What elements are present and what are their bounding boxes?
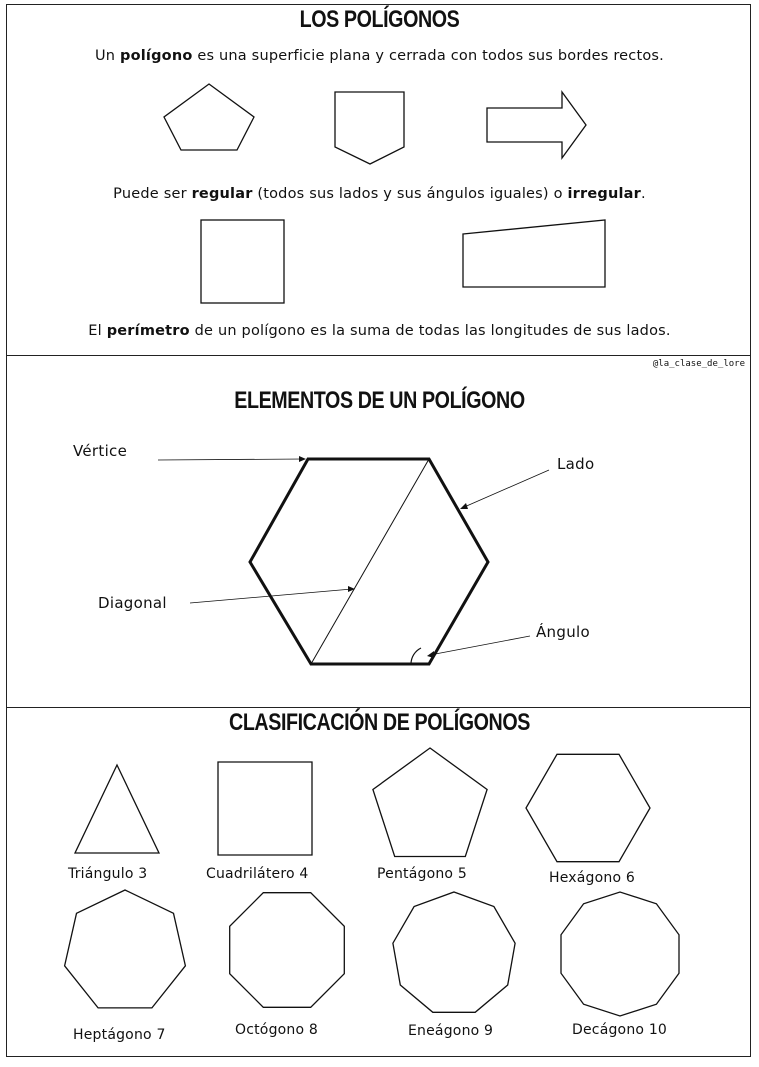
arrowhead-icon	[348, 586, 355, 592]
polygon-shape-3-sides	[75, 765, 159, 853]
label-angle: Ángulo	[536, 623, 590, 641]
arrowhead-icon	[460, 503, 468, 509]
hexagon-diagram	[250, 459, 488, 664]
irregular-quadrilateral-shape	[463, 220, 605, 287]
polygon-name: Heptágono	[73, 1027, 152, 1043]
arrowhead-icon	[427, 651, 434, 658]
perimeter-definition: El perímetro de un polígono es la suma de todas las longitudes de sus lados.	[88, 323, 671, 339]
polygon-name: Pentágono	[377, 866, 454, 882]
diagonal-pointer	[190, 589, 352, 603]
polygon-name: Decágono	[572, 1022, 645, 1038]
shield-shape	[335, 92, 404, 164]
polygon-side-count: 7	[151, 1027, 166, 1043]
polygon-name: Triángulo	[68, 866, 134, 882]
polygon-shape-4-sides	[218, 762, 312, 855]
arrowhead-icon	[299, 456, 306, 462]
diagonal-line	[311, 459, 429, 664]
polygon-name: Cuadrilátero	[206, 866, 295, 882]
credit-handle: @la_clase_de_lore	[652, 359, 745, 369]
polygon-side-count: 3	[133, 866, 148, 882]
polygon-shape-7-sides	[65, 890, 186, 1008]
polygon-shape-8-sides	[230, 893, 345, 1008]
polygon-side-count: 5	[453, 866, 467, 882]
classification-shapes	[65, 748, 679, 1016]
polygon-shape-9-sides	[393, 892, 515, 1012]
vertex-pointer	[158, 459, 304, 460]
arrow-shape	[487, 92, 586, 158]
regular-pentagon-shape	[164, 84, 254, 150]
polygon-definition: Un polígono es una superficie plana y cerrada con todos sus bordes rectos.	[94, 48, 664, 64]
angle-arc	[411, 648, 421, 664]
polygon-name: Eneágono	[408, 1023, 480, 1039]
regular-irregular-text: Puede ser regular (todos sus lados y sus ángulos iguales) o irregular.	[113, 186, 646, 202]
polygon-name: Octógono	[235, 1022, 305, 1038]
polygon-shape-6-sides	[526, 754, 650, 861]
label-diagonal: Diagonal	[98, 594, 167, 612]
section-title-polygons: LOS POLÍGONOS	[299, 6, 460, 33]
polygon-name: Hexágono	[549, 870, 622, 886]
polygon-shape-5-sides	[373, 748, 487, 857]
polygon-side-count: 8	[304, 1022, 319, 1038]
square-shape	[201, 220, 284, 303]
section-title-classification: CLASIFICACIÓN DE POLÍGONOS	[229, 709, 530, 736]
side-pointer	[462, 470, 549, 508]
polygon-shape-10-sides	[561, 892, 679, 1016]
polygon-side-count: 4	[294, 866, 309, 882]
section-title-elements: ELEMENTOS DE UN POLÍGONO	[234, 387, 525, 414]
polygon-side-count: 9	[479, 1023, 494, 1039]
label-side: Lado	[557, 455, 595, 473]
polygon-side-count: 6	[621, 870, 636, 886]
polygon-side-count: 10	[644, 1022, 668, 1038]
label-vertex: Vértice	[73, 442, 128, 460]
